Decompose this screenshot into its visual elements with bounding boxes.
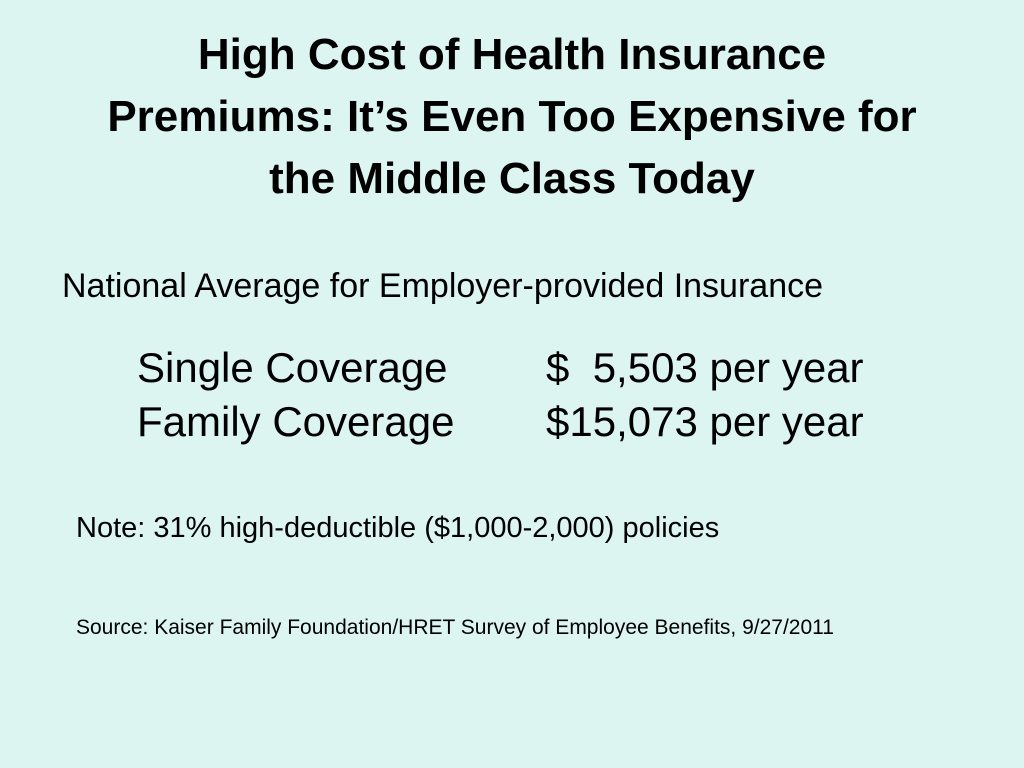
coverage-amount: $15,073 per year: [546, 398, 864, 445]
coverage-amount: $ 5,503 per year: [546, 344, 864, 391]
slide-title: [0, 24, 1024, 210]
source-text: Source: Kaiser Family Foundation/HRET Survey of Employee Benefits, 9/27/2011: [76, 616, 834, 639]
coverage-label: Family Coverage: [137, 398, 455, 445]
title-line: High Cost of Health Insurance: [197, 30, 827, 79]
title-line: the Middle Class Today: [269, 154, 755, 203]
title-line: Premiums: It’s Even Too Expensive for: [107, 92, 917, 141]
slide-subtitle: National Average for Employer-provided Insurance: [62, 267, 824, 305]
note-text: Note: 31% high-deductible ($1,000-2,000) policies: [76, 512, 720, 544]
coverage-label: Single Coverage: [137, 344, 448, 391]
